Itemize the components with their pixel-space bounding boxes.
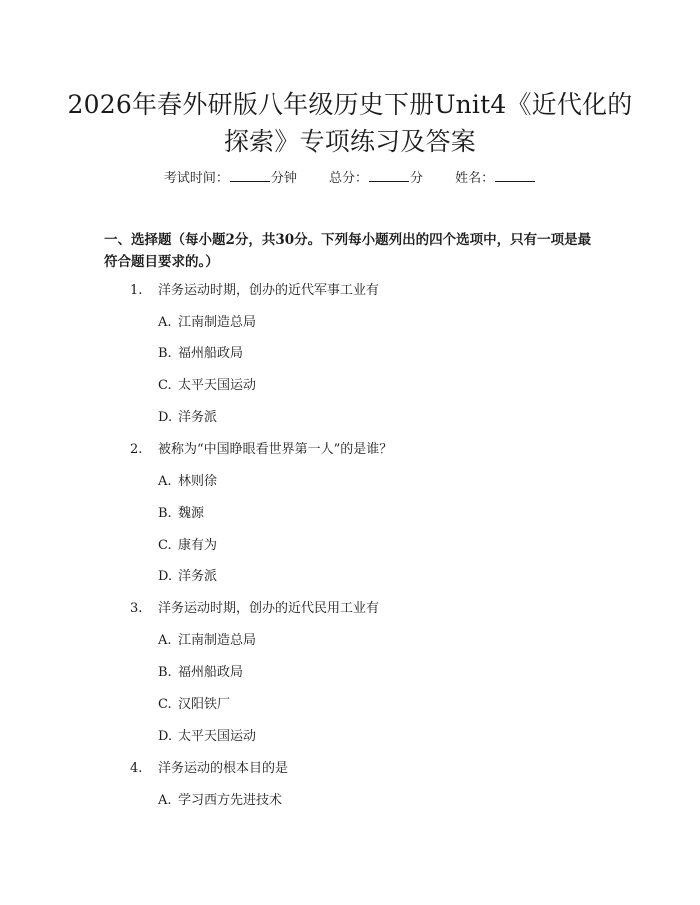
- option-4a: [158, 792, 282, 810]
- question-text: 洋务运动时期，创办的近代军事工业有: [158, 283, 380, 298]
- option-text: 洋务派: [178, 410, 218, 425]
- option-letter: A.: [158, 315, 172, 330]
- exam-meta: [0, 169, 700, 188]
- student-name-label: 姓名：: [455, 171, 495, 186]
- option-2c: [158, 537, 217, 555]
- question-text: 洋务运动的根本目的是: [158, 761, 289, 776]
- question-1: [130, 282, 379, 300]
- total-score-label: 总分：: [328, 171, 368, 186]
- question-number: 3.: [130, 601, 143, 616]
- option-letter: D.: [158, 569, 173, 584]
- question-4: [130, 760, 288, 778]
- option-letter: D.: [158, 410, 173, 425]
- exam-time-label: 考试时间：: [163, 171, 229, 186]
- student-name: [455, 169, 536, 188]
- student-name-blank: [495, 169, 535, 182]
- total-score: [329, 169, 423, 188]
- option-letter: C.: [158, 538, 172, 553]
- question-3: [130, 600, 379, 618]
- option-3b: [158, 664, 243, 682]
- option-1d: [158, 409, 217, 427]
- section-heading: 一、选择题（每小题2分，共30分。下列每小题列出的四个选项中，只有一项是最符合题目要求的。）: [104, 232, 592, 270]
- option-text: 福州船政局: [178, 346, 244, 361]
- exam-time-unit: 分钟: [270, 171, 297, 186]
- option-letter: B.: [158, 346, 172, 361]
- option-letter: D.: [158, 729, 173, 744]
- option-2d: [158, 568, 217, 586]
- option-text: 康有为: [178, 538, 218, 553]
- option-letter: B.: [158, 665, 172, 680]
- question-number: 4.: [130, 761, 143, 776]
- question-number: 2.: [130, 442, 143, 457]
- exam-time: [164, 169, 297, 188]
- option-2a: [158, 473, 217, 491]
- total-score-blank: [369, 169, 409, 182]
- question-number: 1.: [130, 283, 143, 298]
- option-letter: A.: [158, 474, 172, 489]
- option-letter: C.: [158, 378, 172, 393]
- question-text: 被称为“中国睁眼看世界第一人”的是谁？: [158, 442, 393, 457]
- option-text: 学习西方先进技术: [178, 793, 283, 808]
- option-letter: A.: [158, 793, 172, 808]
- option-text: 太平天国运动: [178, 729, 257, 744]
- option-letter: A.: [158, 633, 172, 648]
- option-text: 林则徐: [178, 474, 218, 489]
- total-score-unit: 分: [410, 171, 424, 186]
- page-title: 2026年春外研版八年级历史下册Unit4《近代化的探索》专项练习及答案: [67, 90, 633, 156]
- option-text: 汉阳铁厂: [178, 697, 231, 712]
- option-text: 福州船政局: [178, 665, 244, 680]
- option-3c: [158, 696, 230, 714]
- option-text: 洋务派: [178, 569, 218, 584]
- question-text: 洋务运动时期，创办的近代民用工业有: [158, 601, 380, 616]
- question-2: [130, 441, 392, 459]
- option-1b: [158, 345, 243, 363]
- option-letter: B.: [158, 506, 172, 521]
- option-text: 太平天国运动: [178, 378, 257, 393]
- option-text: 魏源: [178, 506, 205, 521]
- option-2b: [158, 505, 204, 523]
- option-text: 江南制造总局: [178, 633, 257, 648]
- option-text: 江南制造总局: [178, 315, 257, 330]
- option-3d: [158, 728, 256, 746]
- option-1a: [158, 314, 256, 332]
- exam-time-blank: [230, 169, 270, 182]
- option-1c: [158, 377, 256, 395]
- option-letter: C.: [158, 697, 172, 712]
- option-3a: [158, 632, 256, 650]
